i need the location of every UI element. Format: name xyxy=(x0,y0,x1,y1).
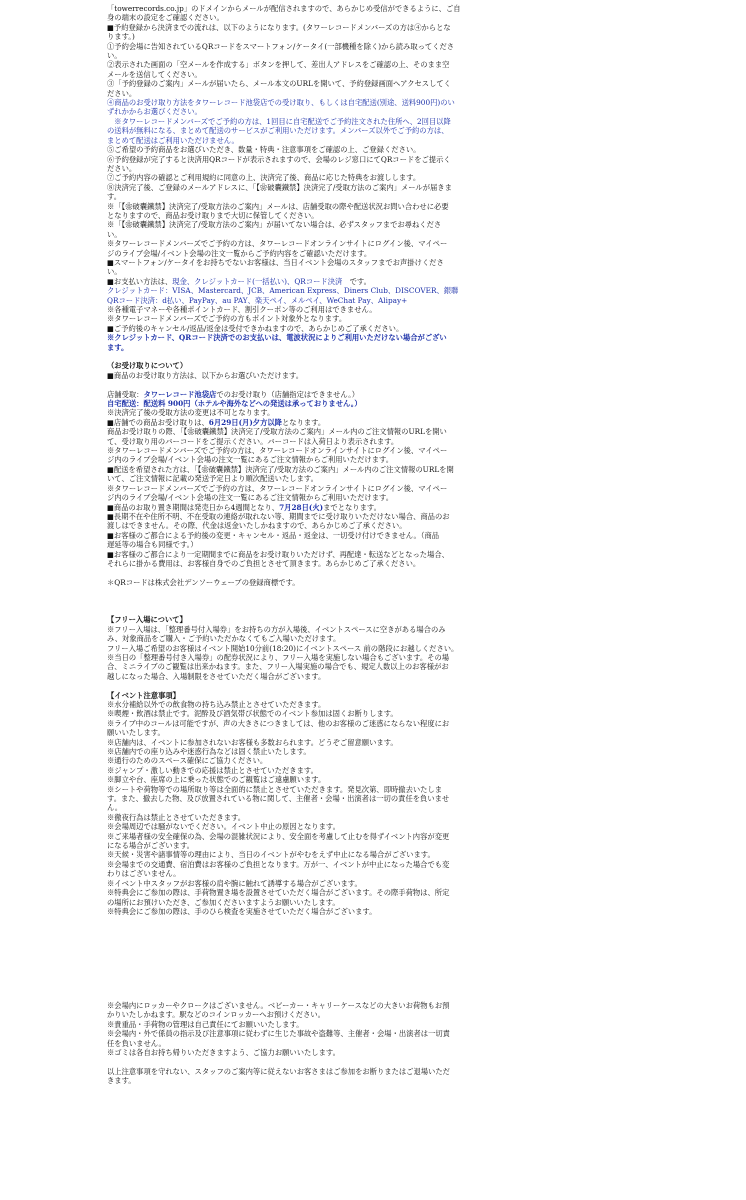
payment-methods: 現金、クレジットカード(一括払い)、QRコード決済 xyxy=(172,276,343,286)
text-line: ※決済完了後の受取方法の変更は不可となります。 xyxy=(107,408,275,418)
text-line: ③「予約登録のご案内」メールが届いたら、メール本文のURLを開いて、予約登録画面へアクセスしてく xyxy=(107,79,451,89)
text-line: ※「【❀破囊鐵禁】決済完了/受取方法のご案内」が届いてない場合は、必ずスタッフまでお尋ねくださ xyxy=(107,220,442,230)
text-line: ④商品のお受け取り方法をタワーレコード池袋店での受け取り、もしくは自宅配送(別途、送料900円)のい xyxy=(107,98,455,108)
text-line: ※徹夜行為は禁止とさせていただきます。 xyxy=(107,812,246,822)
home-delivery-line: 自宅配送：配送料 900円（ホテルや海外などへの発送は承っておりません。） xyxy=(107,399,362,409)
text-line: ※水分補給以外での飲食物の持ち込み禁止とさせていただきます。 xyxy=(107,699,326,709)
text-line: 越しになった場合、入場制限をさせていただく場合がございます。 xyxy=(107,671,326,681)
text-line: ジ内のライブ会場/イベント会場の注文一覧にあるご注文情報からご利用いただけます。 xyxy=(107,493,394,503)
text-line: ※タワーレコードメンバーズでご予約の方は、1回目に自宅配送でご予約注文された住所へ、2回目以降 xyxy=(107,116,451,126)
text-line: 商品お受け取りの際、「【❀破囊鐵禁】決済完了/受取方法のご案内」メール内のご注文情報のURLを開い xyxy=(107,427,447,437)
intro-section xyxy=(107,4,734,277)
text-line: ⑥予約登録が完了すると決済用QRコードが表示されますので、会場のレジ窓口にてQRコードをご提示く xyxy=(107,154,451,164)
free-entry-lines xyxy=(107,625,734,681)
text-line: ジ内のライブ会場/イベント会場の注文一覧にあるご注文情報からご利用いただけます。 xyxy=(107,455,394,465)
closing-notice xyxy=(107,1067,734,1086)
members-bundle-note xyxy=(107,117,734,145)
text-line: い。 xyxy=(107,229,122,239)
text-line: きます。 xyxy=(107,1076,136,1086)
qr-payment-brands: QRコード決済：d払い、PayPay、au PAY、楽天ペイ、メルペイ、WeChat Pay、Alipay+ xyxy=(107,295,408,305)
text-line: 願いいたします。 xyxy=(107,728,165,738)
text-line: ※ジャンプ・激しい動きでの応援は禁止とさせていただきます。 xyxy=(107,765,318,775)
text-line: わりはございません。 xyxy=(107,869,181,879)
text-line: ※喫煙・飲酒は禁止です。泥酔及び酒気帯び状態でのイベント参加は固くお断りします。 xyxy=(107,709,398,719)
qr-trademark-note: ＊QRコードは株式会社デンソーウェーブの登録商標です。 xyxy=(107,577,300,587)
text-line: 渡しはできません。その際、代金は返金いたしかねますので、あらかじめご了承ください。 xyxy=(107,521,407,531)
text-line: ※店舗内での座り込みや迷惑行為などは固く禁止いたします。 xyxy=(107,747,311,756)
free-entry-heading: 【フリー入場について】 xyxy=(107,615,187,625)
payment-section xyxy=(107,277,734,352)
text-line: ジのライブ会場/イベント会場の注文一覧からご予約内容をご確認いただけます。 xyxy=(107,248,372,258)
pickup-heading: （お受け取りについて） xyxy=(107,361,188,371)
text-line: み、対象商品をご購入・ご予約いただかなくてもご入場いただけます。 xyxy=(107,634,341,644)
text-line: ださい。 xyxy=(107,163,137,173)
text-line: ※ゴミは各自お持ち帰りいただきますよう、ご協力お願いいたします。 xyxy=(107,1047,340,1057)
pickup-notes-c xyxy=(107,512,734,568)
text-line: ※ご来場者様の安全確保の為、会場の混雑状況により、安全面を考慮して止むを得ずイベント内容が変更 xyxy=(107,831,450,841)
hold-period-line: ■商品のお取り置き期間は発売日から4週間となり、7月28日(火)までとなります。 xyxy=(107,502,381,512)
text-line: い。 xyxy=(107,51,122,61)
registration-steps xyxy=(107,145,734,277)
text-line: 任を負いません。 xyxy=(107,1038,166,1048)
text-line: メールを送信してください。 xyxy=(107,69,202,79)
text-line: になる場合がございます。 xyxy=(107,841,194,851)
text-line: ※会場までの交通費、宿泊費はお客様のご負担となります。万が一、イベントが中止になった場合でも変 xyxy=(107,859,450,869)
text-line: す。 xyxy=(107,192,122,202)
store-name: タワーレコード池袋店 xyxy=(143,389,217,399)
store-date-line: ■店舗での商品お受け取りは、6月29日(月)夕方以降となります。 xyxy=(107,417,326,427)
text-line: ※クレジットカード、QRコード決済でのお支払いは、電波状況によりご利用いただけない場合がござい xyxy=(107,333,447,343)
text-line: い。 xyxy=(107,267,122,277)
text-line: ⑧決済完了後、ご登録のメールアドレスに、「【❀破囊鐵禁】決済完了/受取方法のご案内」メールが届きま xyxy=(107,182,452,192)
text-line: ※通行のためのスペース確保にご協力ください。 xyxy=(107,756,268,766)
text-line: ※特典会にご参加の際は、手荷物置き場を設置させていただく場合がございます。その際手荷物は、所定 xyxy=(107,888,450,898)
payment-notes xyxy=(107,305,734,333)
text-line: ※当日の「整理番号付き入場券」の配券状況により、フリー入場を実施しない場合もございます。その場 xyxy=(107,652,450,662)
text-line: ※天候・災害や諸事情等の理由により、当日のイベントがやむをえず中止になる場合がございます。 xyxy=(107,850,435,860)
text-line: 身の端末の設定をご確認ください。 xyxy=(107,13,224,23)
text-line: ※ライブ中のコールは可能ですが、声の大きさにつきましては、他のお客様のご迷惑にならない程度にお xyxy=(107,718,450,728)
text-line: の場所にお預けいただき、ご参加くださいますようお願いいたします。 xyxy=(107,897,340,907)
text-line: ります。) xyxy=(107,32,135,42)
hold-deadline-date: 7月28日(火) xyxy=(279,502,324,512)
event-notes-heading: 【イベント注意事項】 xyxy=(107,690,180,700)
text-line: かりいたしかねます。駅などのコインロッカーへお預けください。 xyxy=(107,1010,325,1020)
text-line: す。また、撤去した物、及び放置されている物に関して、主催者・会場・出演者は一切の責任を負いませ xyxy=(107,794,450,804)
text-line: ■お客様のご都合により一定期間までに商品をお受け取りいただけず、再配達・転送などとなった場合、 xyxy=(107,549,449,559)
text-line: ※会場内・外で係員の指示及び注意事項に従わずに生じた事故や盗難等、主催者・会場・出演者は一切責 xyxy=(107,1029,450,1039)
locker-notes-lines xyxy=(107,1001,734,1057)
pickup-notes-a xyxy=(107,408,734,417)
credit-card-brands: クレジットカード：VISA、Mastercard、JCB、American Express、Diners Club、DISCOVER、銀聯 xyxy=(107,286,459,296)
text-line: て、受け取り用のバーコードをご提示ください。バーコードは入荷日より表示されます。 xyxy=(107,436,399,446)
text-line: ※シートや荷物等での場所取り等は全面的に禁止とさせていただきます。発見次第、即時撤去いたしま xyxy=(107,784,443,794)
text-line: ■配送を希望された方は、「【❀破囊鐵禁】決済完了/受取方法のご案内」メール内のご注文情報のURLを開 xyxy=(107,464,454,474)
text-line: ます。 xyxy=(107,342,129,352)
text-line: 遅延等の場合も同様です。） xyxy=(107,540,198,550)
text-line: ※特典会にご参加の際は、手のひら検査を実施させていただく場合がございます。 xyxy=(107,906,377,916)
text-line: ※タワーレコードメンバーズでご予約の方は、タワーレコードオンラインサイトにログイン後、マイペー xyxy=(107,239,448,249)
payment-warning xyxy=(107,333,734,352)
text-line: それらに掛かる費用は、お客様自身でのご負担とさせて頂きます。あらかじめご了承ください。 xyxy=(107,558,421,568)
text-line: ※脚立や台、座席の上に乗った状態でのご観覧はご遠慮願います。 xyxy=(107,775,326,785)
event-notes-section xyxy=(107,691,734,917)
text-line: となりますので、商品お受け取りまで大切に保管してください。 xyxy=(107,210,319,220)
text-line: ださい。 xyxy=(107,88,137,98)
text-line: ※店舗内は、イベントに参加されないお客様も多数おられます。どうぞご留意願います。 xyxy=(107,737,398,747)
text-line: フリー入場ご希望のお客様はイベント開始10分前(18:20)にイベントスペース 前の階段にお越しください。 xyxy=(107,643,459,653)
pickup-lead: ■商品のお受け取り方法は、以下からお選びいただけます。 xyxy=(107,370,304,380)
payment-methods-line: ■お支払い方法は、現金、クレジットカード(一括払い)、QRコード決済 です。 xyxy=(107,276,371,286)
text-line: ※フリー入場は、「整理番号付入場券」をお持ちの方が入場後、イベントスペースに空きがある場合のみ xyxy=(107,624,446,634)
text-line: ②表示された画面の「空メールを作成する」ボタンを押して、差出人アドレスをご確認の上、そのまま空 xyxy=(107,60,450,70)
text-line: ※タワーレコードメンバーズでご予約の方もポイント対象外となります。 xyxy=(107,314,347,324)
free-entry-section xyxy=(107,615,734,681)
store-pickup-line: 店舗受取：タワーレコード池袋店でのお受け取り（店舗指定はできません。） xyxy=(107,389,360,399)
text-line: ※貴重品・手荷物の管理は自己責任にてお願いいたします。 xyxy=(107,1019,304,1029)
pickup-method-step xyxy=(107,98,734,117)
text-line: 以上注意事項を守れない、スタッフのご案内等に従えないお客さまはご参加をお断りまたはご退場いただ xyxy=(107,1066,450,1076)
text-line: ※「【❀破囊鐵禁】決済完了/受取方法のご案内」メールは、店舗受取の際や配送状況お問い合わせに必要 xyxy=(107,201,449,211)
text-line: ■スマートフォン/ケータイをお持ちでないお客様は、当日イベント会場のスタッフまでお声掛けくださ xyxy=(107,257,444,267)
text-line: ※イベント中スタッフがお客様の肩や腕に触れて誘導する場合がございます。 xyxy=(107,878,362,888)
pickup-notes-b xyxy=(107,427,734,502)
text-line: ※会場内にロッカーやクロークはございません。ベビーカー・キャリーケースなどの大きいお荷物もお預 xyxy=(107,1000,450,1010)
text-line: ※各種電子マネーや各種ポイントカード、割引クーポン等のご利用はできません。 xyxy=(107,305,377,314)
locker-notes-section xyxy=(107,1001,734,1086)
event-notes-lines xyxy=(107,700,734,916)
text-line: ※会場周辺では騒がないでください。イベント中止の原因となります。 xyxy=(107,822,340,832)
text-line: まとめて配送はご利用いただけません。 xyxy=(107,135,239,145)
text-line: ⑤ご希望の予約商品をお選びいただき、数量・特典・注意事項をご確認の上、ご登録ください。 xyxy=(107,145,421,155)
text-line: 合、ミニライブのご観覧は出来かねます。また、フリー入場実施の場合でも、規定人数以上のお客様がお xyxy=(107,662,449,672)
text-line: の送料が無料になる、まとめて配送のサービスがご利用いただけます。メンバーズ以外でご予約の方は、 xyxy=(107,126,449,136)
text-line: 「towerrecords.co.jp」のドメインからメールが配信されますので、あらかじめ受信ができるように、ご自 xyxy=(107,4,461,13)
text-line: ■予約登録から決済までの流れは、以下のようになります。(タワーレコードメンバーズの方は④からとな xyxy=(107,22,451,32)
text-line: いて、ご注文情報に記載の発送予定日より順次配送いたします。 xyxy=(107,474,318,484)
text-line: ⑦ご予約内容の確認とご利用規約に同意の上、決済完了後、商品に応じた特典をお渡しします。 xyxy=(107,173,421,183)
intro-lines xyxy=(107,4,734,98)
text-line: ん。 xyxy=(107,803,123,813)
text-line: ずれかからお選びください。 xyxy=(107,107,202,117)
text-line: ※タワーレコードメンバーズでご予約の方は、タワーレコードオンラインサイトにログイン後、マイペー xyxy=(107,446,448,456)
text-line: ※タワーレコードメンバーズでご予約の方は、タワーレコードオンラインサイトにログイン後、マイペー xyxy=(107,483,448,493)
store-pickup-date: 6月29日(月)夕方以降 xyxy=(208,417,282,427)
text-line: ■ご予約後のキャンセル/返品/返金は受付できかねますので、あらかじめご了承ください。 xyxy=(107,323,404,333)
pickup-section xyxy=(107,361,734,587)
text-line: ①予約会場に告知されているQRコードをスマートフォン/ケータイ(一部機種を除く)から読み取ってくださ xyxy=(107,41,455,51)
text-line: ■長期不在や住所不明、不在受取の連絡が取れない等、期間までに受け取りいただけない場合、商品のお xyxy=(107,511,450,521)
text-line: ■お客様のご都合による予約後の変更・キャンセル・返品・返金は、一切受け付けできません。（商品 xyxy=(107,530,440,540)
